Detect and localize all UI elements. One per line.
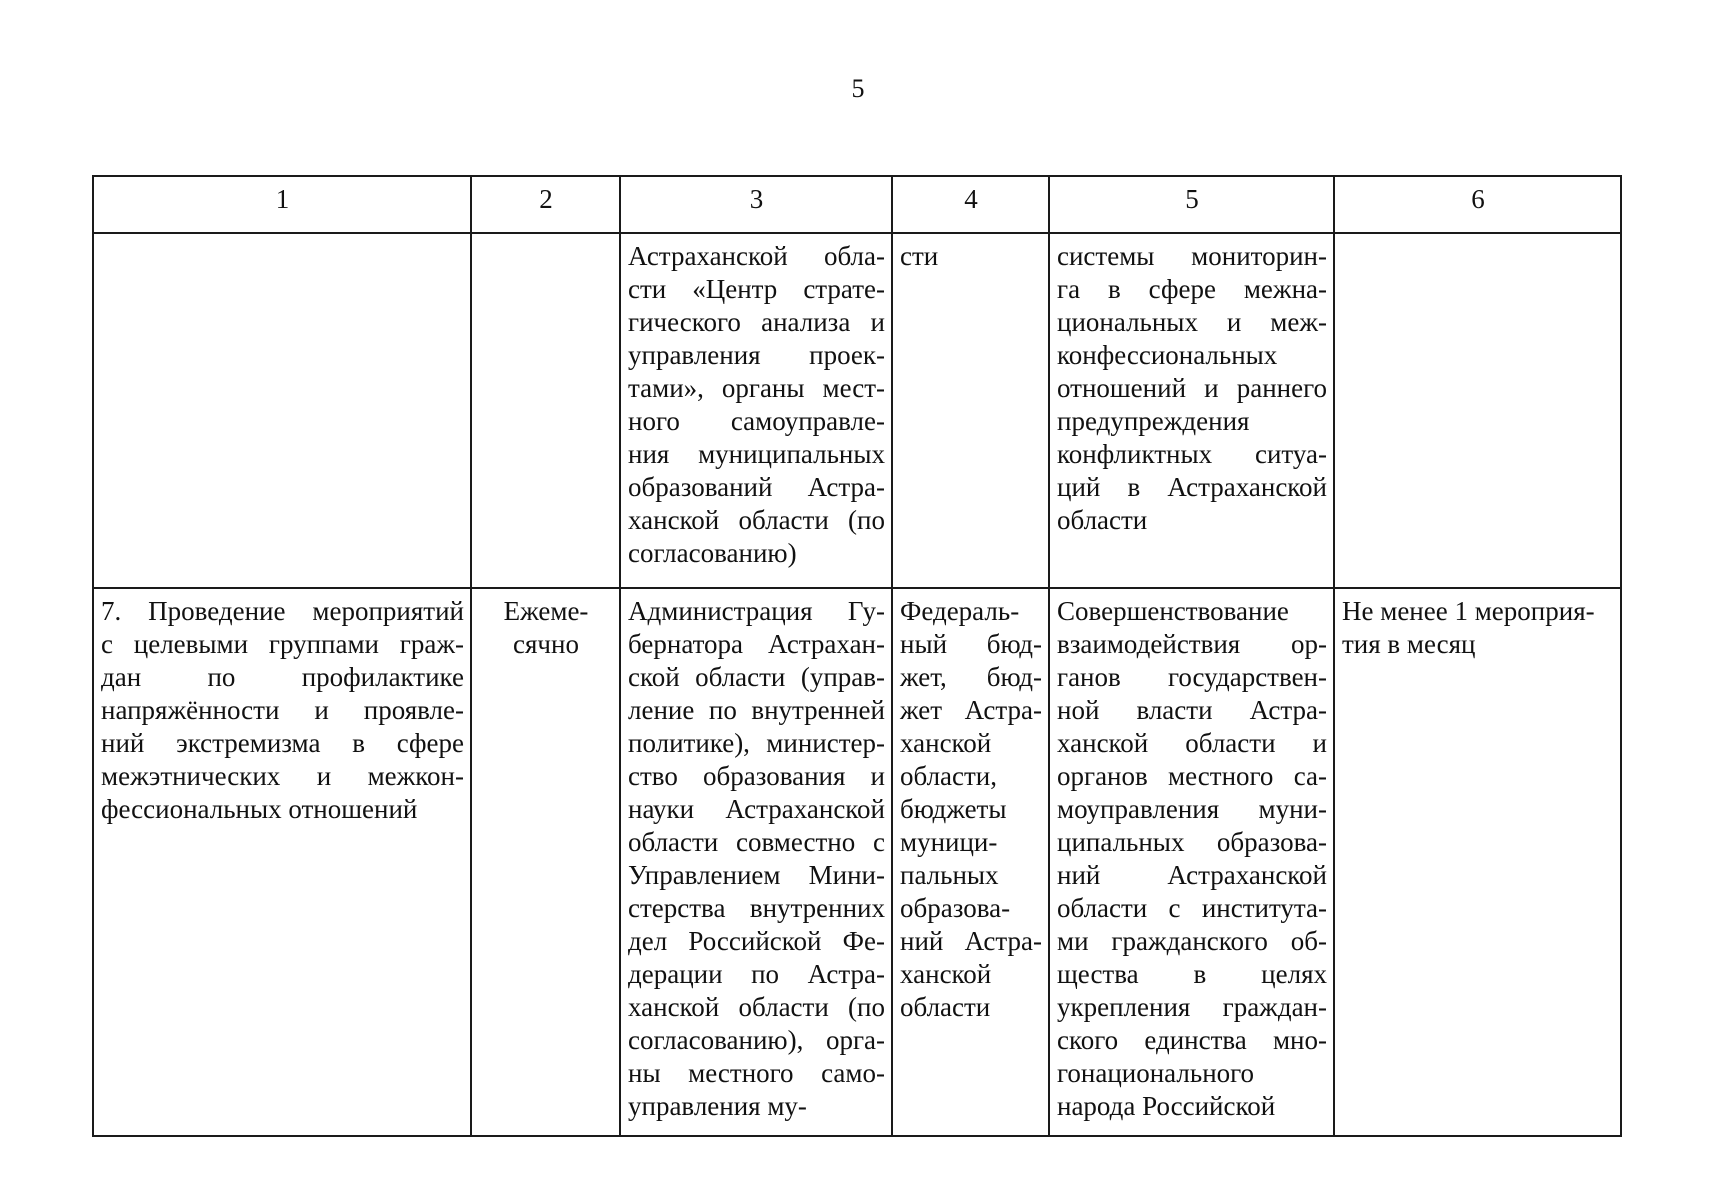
cell-text-line: жет, бюд- [900, 662, 1042, 692]
cell-text-line: циональных и меж- [1057, 307, 1327, 337]
cell-text-line: щества в целях [1057, 959, 1327, 989]
cell-text-line: Управлением Мини- [628, 860, 885, 890]
cell-text-line: Астраханской обла- [628, 241, 885, 271]
page-number: 5 [851, 74, 865, 103]
cell-text-line: бернатора Астрахан- [628, 629, 885, 659]
cell-text-line: ханской [900, 959, 992, 989]
cell-text-line: области совместно с [628, 827, 885, 857]
cell-text-line: предупреждения [1057, 406, 1250, 436]
cell-text-line: ны местного само- [628, 1058, 885, 1088]
cell-text-line: области с института- [1057, 893, 1327, 923]
cell-text-line: бюджеты [900, 794, 1007, 824]
cell-text-line: области [900, 992, 991, 1022]
cell-text-line: 7. Проведение мероприятий [101, 596, 464, 626]
cell-text-line: ний Астра- [900, 926, 1042, 956]
table-row-7 [93, 588, 1621, 1136]
cell-row7-result [1049, 588, 1334, 1136]
cell-continuation-col6 [1334, 233, 1621, 588]
cell-text-line: Администрация Гу- [628, 596, 885, 626]
cell-continuation-col2 [471, 233, 620, 588]
cell-text-line: ского единства мно- [1057, 1025, 1327, 1055]
cell-text-line: ного самоуправле- [628, 406, 885, 436]
cell-text-line: ний экстремизма в сфере [101, 728, 464, 758]
cell-text-line: дан по профилактике [101, 662, 464, 692]
cell-text-line: ципальных образова- [1057, 827, 1327, 857]
table-row-continuation [93, 233, 1621, 588]
cell-text-line: конфликтных ситуа- [1057, 439, 1327, 469]
cell-text-line: пальных [900, 860, 999, 890]
cell-text-line: ство образования и [628, 761, 885, 791]
cell-text-line: ний Астраханской [1057, 860, 1327, 890]
cell-text-line: образова- [900, 893, 1011, 923]
cell-text-line: межэтнических и межкон- [101, 761, 464, 791]
cell-row7-executors [620, 588, 892, 1136]
cell-text-line: согласованию) [628, 538, 797, 568]
cell-text-line: ганов государствен- [1057, 662, 1327, 692]
header-cell-3: 3 [620, 176, 892, 233]
cell-text-line: тами», органы мест- [628, 373, 885, 403]
cell-text-line: управления проек- [628, 340, 885, 370]
header-cell-4: 4 [892, 176, 1049, 233]
table-header-row [93, 176, 1621, 233]
cell-text-line: Не менее 1 мероприя- [1342, 596, 1595, 626]
header-cell-1: 1 [93, 176, 471, 233]
cell-text-line: Ежеме- [503, 596, 589, 626]
cell-text-line: ный бюд- [900, 629, 1042, 659]
cell-text-line: области, [900, 761, 998, 791]
cell-text-line: моуправления муни- [1057, 794, 1327, 824]
cell-continuation-col3 [620, 233, 892, 588]
cell-row7-indicator [1334, 588, 1621, 1136]
cell-continuation-col1 [93, 233, 471, 588]
cell-continuation-col5 [1049, 233, 1334, 588]
cell-text-line: напряжённости и проявле- [101, 695, 464, 725]
cell-text-line: политике), министер- [628, 728, 885, 758]
cell-text-line: дерации по Астра- [628, 959, 885, 989]
cell-text-line: ской области (управ- [628, 662, 885, 692]
cell-continuation-col4 [892, 233, 1049, 588]
cell-text-line: ханской области и [1057, 728, 1327, 758]
cell-text-line: взаимодействия ор- [1057, 629, 1327, 659]
cell-text-line: конфессиональных [1057, 340, 1278, 370]
cell-text-line: укрепления граждан- [1057, 992, 1327, 1022]
cell-text-line: ханской [900, 728, 992, 758]
cell-text-line: ханской области (по [628, 992, 885, 1022]
cell-row7-funding [892, 588, 1049, 1136]
cell-text-line: Совершенствование [1057, 596, 1289, 626]
header-cell-6: 6 [1334, 176, 1621, 233]
cell-text-line: науки Астраханской [628, 794, 885, 824]
cell-text-line: ханской области (по [628, 505, 885, 535]
cell-text-line: муници- [900, 827, 998, 857]
cell-text-line: ми гражданского об- [1057, 926, 1327, 956]
cell-text-line: народа Российской [1057, 1091, 1276, 1121]
cell-text-line: с целевыми группами граж- [101, 629, 464, 659]
cell-text-line: сти «Центр страте- [628, 274, 885, 304]
cell-text-line: ций в Астраханской [1057, 472, 1327, 502]
cell-text-line: ной власти Астра- [1057, 695, 1327, 725]
cell-text-line: стерства внутренних [628, 893, 885, 923]
cell-text-line: области [1057, 505, 1148, 535]
cell-text-line: отношений и раннего [1057, 373, 1327, 403]
plan-table [92, 175, 1622, 1137]
cell-text-line: сти [900, 241, 939, 271]
cell-text-line: гического анализа и [628, 307, 885, 337]
cell-text-line: га в сфере межна- [1057, 274, 1327, 304]
cell-text-line: тия в месяц [1342, 629, 1476, 659]
cell-text-line: органов местного са- [1057, 761, 1327, 791]
cell-text-line: ния муниципальных [628, 439, 885, 469]
cell-text-line: образований Астра- [628, 472, 885, 502]
header-cell-5: 5 [1049, 176, 1334, 233]
cell-text-line: согласованию), орга- [628, 1025, 885, 1055]
cell-row7-measure [93, 588, 471, 1136]
cell-text-line: ление по внутренней [628, 695, 885, 725]
cell-text-line: дел Российской Фе- [628, 926, 885, 956]
cell-text-line: управления му- [628, 1091, 807, 1121]
header-cell-2: 2 [471, 176, 620, 233]
cell-text-line: сячно [513, 629, 579, 659]
cell-text-line: системы мониторин- [1057, 241, 1327, 271]
cell-text-line: жет Астра- [900, 695, 1042, 725]
cell-text-line: фессиональных отношений [101, 794, 418, 824]
cell-text-line: Федераль- [900, 596, 1020, 626]
cell-text-line: гонационального [1057, 1058, 1255, 1088]
cell-row7-period [471, 588, 620, 1136]
